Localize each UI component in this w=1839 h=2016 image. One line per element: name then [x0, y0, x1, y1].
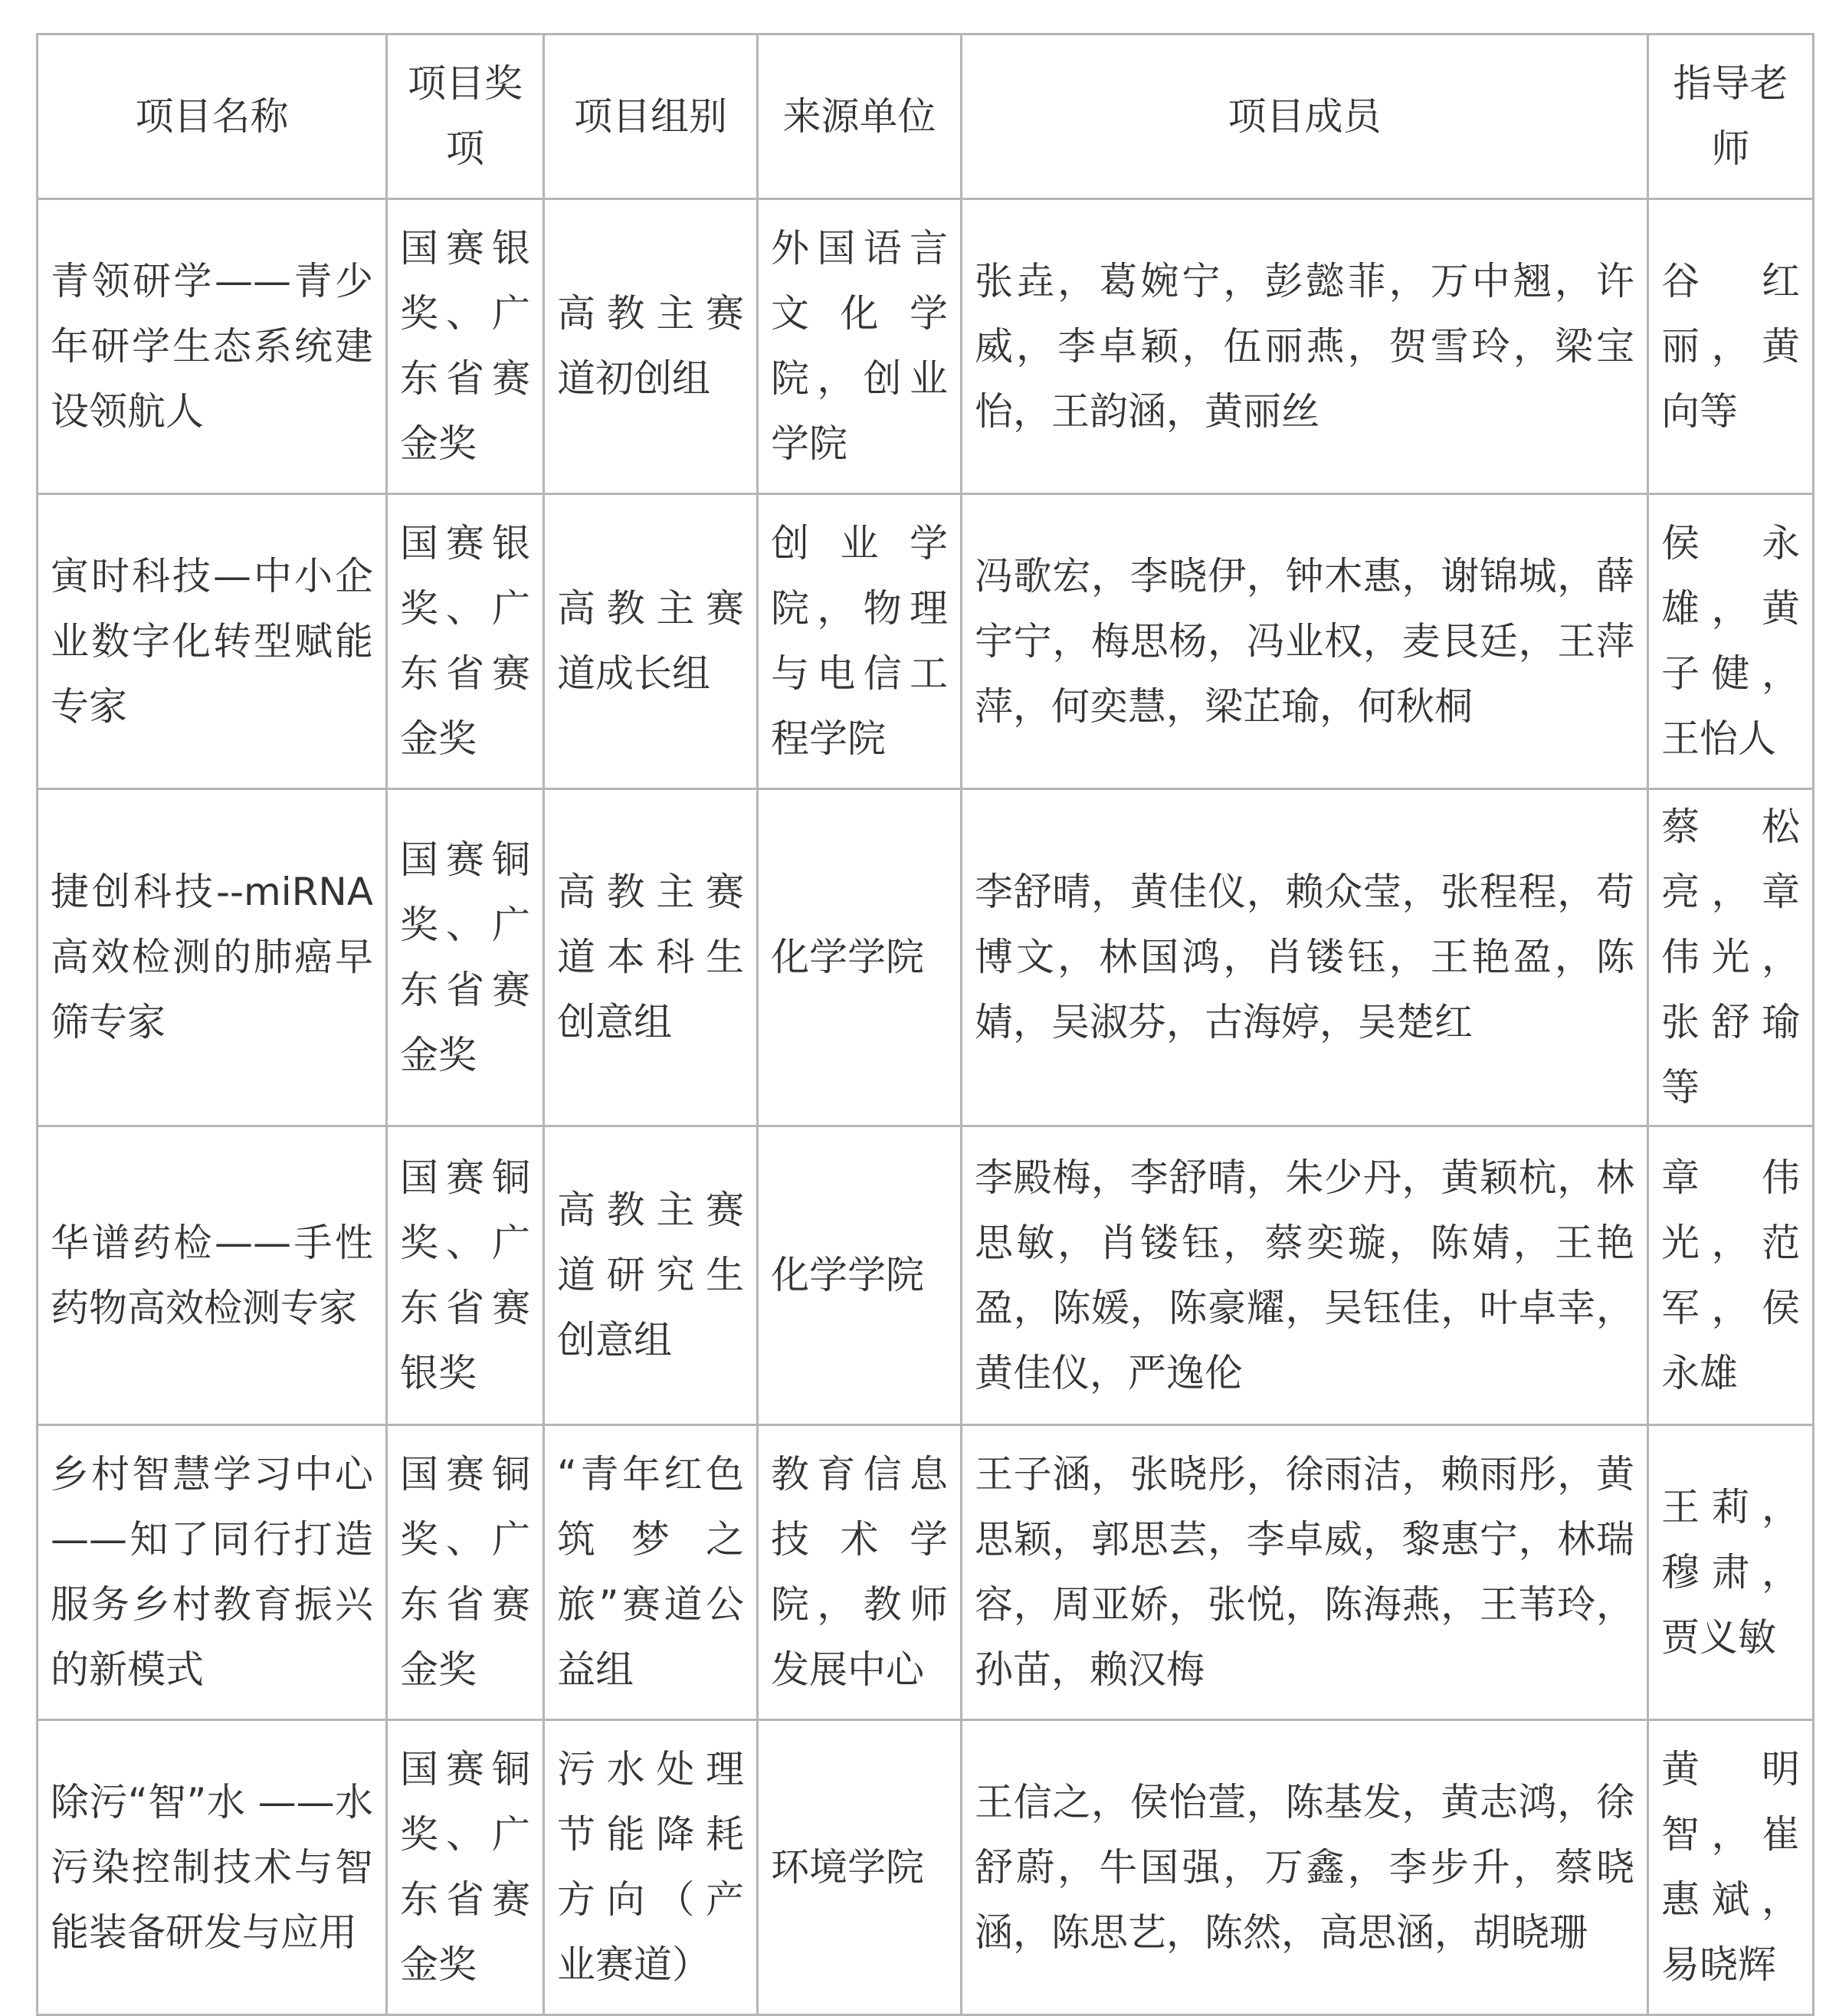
cell-group: 高教主赛道成长组	[544, 494, 758, 789]
header-award: 项目奖项	[387, 34, 544, 199]
cell-award: 国赛铜奖、广东省赛金奖	[387, 1720, 544, 2015]
header-members: 项目成员	[962, 34, 1648, 199]
cell-group: “青年红色筑梦之旅”赛道公益组	[544, 1425, 758, 1720]
cell-project-name: 除污“智”水 ——水污染控制技术与智能装备研发与应用	[38, 1720, 387, 2015]
cell-award: 国赛银奖、广东省赛金奖	[387, 494, 544, 789]
header-advisor: 指导老师	[1648, 34, 1814, 199]
awards-table-container	[36, 33, 1814, 2016]
cell-award: 国赛铜奖、广东省赛银奖	[387, 1126, 544, 1425]
cell-source-unit: 教育信息技术学院，教师发展中心	[758, 1425, 962, 1720]
cell-members: 李殿梅，李舒晴，朱少丹，黄颖杭，林思敏，肖镂钰，蔡奕璇，陈婧，王艳盈，陈媛，陈豪耀，吴钰佳，叶卓幸，黄佳仪，严逸伦	[962, 1126, 1648, 1425]
table-row	[38, 199, 1814, 494]
cell-group: 高教主赛道初创组	[544, 199, 758, 494]
cell-advisor: 谷红丽，黄向等	[1648, 199, 1814, 494]
cell-source-unit: 化学学院	[758, 789, 962, 1126]
cell-project-name: 寅时科技—中小企业数字化转型赋能专家	[38, 494, 387, 789]
cell-source-unit: 创业学院，物理与电信工程学院	[758, 494, 962, 789]
cell-project-name: 乡村智慧学习中心——知了同行打造服务乡村教育振兴的新模式	[38, 1425, 387, 1720]
table-row	[38, 1126, 1814, 1425]
table-row	[38, 1425, 1814, 1720]
awards-table	[36, 33, 1814, 2016]
table-row	[38, 789, 1814, 1126]
cell-advisor: 王莉，穆肃，贾义敏	[1648, 1425, 1814, 1720]
table-row	[38, 1720, 1814, 2015]
table-header-row	[38, 34, 1814, 199]
cell-project-name: 青领研学——青少年研学生态系统建设领航人	[38, 199, 387, 494]
cell-members: 张垚，葛婉宁，彭懿菲，万中翘，许威，李卓颖，伍丽燕，贺雪玲，梁宝怡，王韵涵，黄丽丝	[962, 199, 1648, 494]
table-row	[38, 494, 1814, 789]
cell-source-unit: 化学学院	[758, 1126, 962, 1425]
cell-group: 高教主赛道研究生创意组	[544, 1126, 758, 1425]
cell-group: 污水处理节能降耗方向（产业赛道）	[544, 1720, 758, 2015]
header-source-unit: 来源单位	[758, 34, 962, 199]
cell-source-unit: 外国语言文化学院，创业学院	[758, 199, 962, 494]
cell-group: 高教主赛道本科生创意组	[544, 789, 758, 1126]
cell-project-name: 捷创科技--miRNA高效检测的肺癌早筛专家	[38, 789, 387, 1126]
cell-award: 国赛银奖、广东省赛金奖	[387, 199, 544, 494]
cell-members: 王信之，侯怡萱，陈基发，黄志鸿，徐舒蔚，牛国强，万鑫，李步升，蔡晓涵，陈思艺，陈然，高思涵，胡晓珊	[962, 1720, 1648, 2015]
cell-advisor: 蔡松亮，章伟光，张舒瑜等	[1648, 789, 1814, 1126]
cell-members: 李舒晴，黄佳仪，赖众莹，张程程，苟博文，林国鸿，肖镂钰，王艳盈，陈婧，吴淑芬，古海婷，吴楚红	[962, 789, 1648, 1126]
cell-award: 国赛铜奖、广东省赛金奖	[387, 1425, 544, 1720]
cell-members: 王子涵，张晓彤，徐雨洁，赖雨彤，黄思颖，郭思芸，李卓威，黎惠宁，林瑞容，周亚娇，张悦，陈海燕，王苇玲，孙苗，赖汉梅	[962, 1425, 1648, 1720]
cell-advisor: 章伟光，范军，侯永雄	[1648, 1126, 1814, 1425]
cell-award: 国赛铜奖、广东省赛金奖	[387, 789, 544, 1126]
cell-project-name: 华谱药检——手性药物高效检测专家	[38, 1126, 387, 1425]
header-group: 项目组别	[544, 34, 758, 199]
header-project-name: 项目名称	[38, 34, 387, 199]
cell-members: 冯歌宏，李晓伊，钟木惠，谢锦城，薛宇宁，梅思杨，冯业权，麦艮廷，王萍萍，何奕慧，梁芷瑜，何秋桐	[962, 494, 1648, 789]
cell-source-unit: 环境学院	[758, 1720, 962, 2015]
cell-advisor: 黄明智，崔惠斌，易晓辉	[1648, 1720, 1814, 2015]
cell-advisor: 侯永雄，黄子健，王怡人	[1648, 494, 1814, 789]
